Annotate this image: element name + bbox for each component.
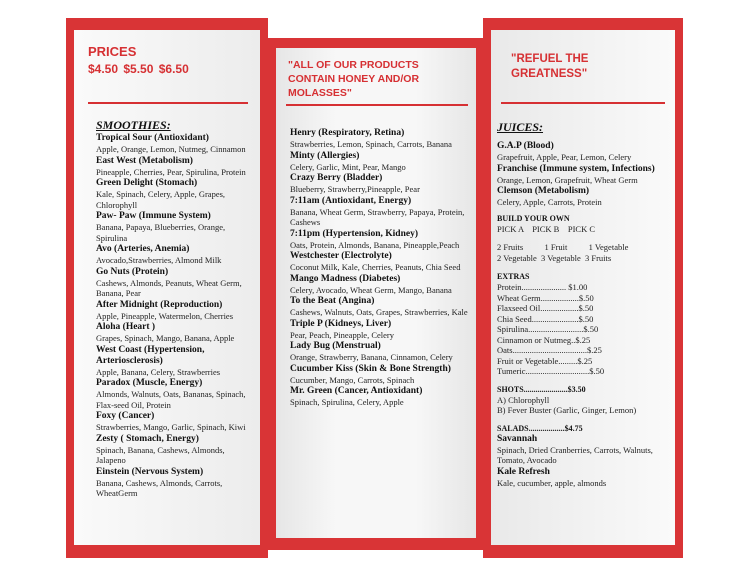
smoothie-name: After Midnight (Reproduction) — [96, 299, 223, 310]
pick-labels: PICK A PICK B PICK C — [497, 223, 596, 234]
smoothie-item — [96, 244, 256, 266]
juice-ingredients: Celery, Apple, Carrots, Protein — [497, 197, 602, 207]
smoothie-items — [96, 133, 256, 499]
smoothie-name: Zesty ( Stomach, Energy) — [96, 433, 199, 444]
right-paper — [491, 30, 675, 545]
smoothie-ingredients: Spinach, Banana, Cashews, Almonds, Jalapeno — [96, 444, 225, 465]
smoothie-ingredients: Pear, Peach, Pineapple, Celery — [290, 329, 394, 340]
extra-price-line: Cinnamon or Nutmeg..$.25 — [497, 334, 591, 345]
smoothie-item — [96, 300, 256, 322]
juice-name: Clemson (Metabolism) — [497, 186, 590, 196]
salad-item — [497, 467, 673, 489]
smoothie-name: Foxy (Cancer) — [96, 411, 155, 421]
extra-price-line: Protein..................... $1.00 — [497, 282, 588, 292]
salad-ingredients: Spinach, Dried Cranberries, Carrots, Walnuts, Tomato, Avocado — [497, 444, 653, 465]
smoothie-item — [96, 434, 256, 466]
smoothie-ingredients: Strawberries, Mango, Garlic, Spinach, Kiwi — [96, 422, 246, 432]
smoothie-name: Einstein (Nervous System) — [96, 466, 204, 477]
salad-items — [497, 434, 673, 489]
extra-price-line: Spirulina..........................$.50 — [497, 324, 599, 334]
juice-ingredients: Orange, Lemon, Grapefruit, Wheat Germ — [497, 174, 638, 185]
salad-name: Savannah — [497, 433, 538, 444]
smoothie-name: Lady Bug (Menstrual) — [290, 341, 381, 351]
smoothie-name: Minty (Allergies) — [290, 150, 360, 161]
smoothie-ingredients: Banana, Wheat Germ, Strawberry, Papaya, Protein, Cashews — [290, 206, 465, 227]
smoothie-ingredients: Cucumber, Mango, Carrots, Spinach — [290, 374, 415, 385]
shots-items — [497, 395, 673, 416]
left-divider — [88, 102, 248, 104]
smoothie-item — [290, 386, 470, 408]
smoothie-ingredients: Avocado,Strawberries, Almond Milk — [96, 255, 222, 265]
juice-ingredients: Grapefruit, Apple, Pear, Lemon, Celery — [497, 152, 632, 162]
prices-title: PRICES — [88, 44, 137, 59]
extra-price-line: Flaxseed Oil..................$.50 — [497, 303, 594, 313]
smoothie-item — [290, 274, 470, 296]
smoothie-ingredients: Orange, Strawberry, Banana, Cinnamon, Celery — [290, 352, 453, 362]
smoothie-item — [96, 211, 256, 243]
smoothie-name: Paradox (Muscle, Energy) — [96, 378, 203, 388]
middle-divider — [286, 104, 468, 106]
smoothie-name: Triple P (Kidneys, Liver) — [290, 318, 392, 329]
smoothie-ingredients: Banana, Cashews, Almonds, Carrots, WheatGerm — [96, 477, 223, 498]
smoothie-name: Tropical Sour (Antioxidant) — [96, 133, 209, 143]
juice-name: G.A.P (Blood) — [497, 141, 554, 151]
smoothie-ingredients: Oats, Protein, Almonds, Banana, Pineapple,Peach — [290, 239, 460, 250]
smoothie-ingredients: Blueberry, Strawberry,Pineapple, Pear — [290, 184, 420, 194]
juices-menu — [497, 120, 673, 489]
smoothie-item — [96, 178, 256, 210]
juice-item — [497, 164, 673, 186]
juice-items — [497, 141, 673, 208]
extra-price-line: Tumeric..............................$.50 — [497, 366, 605, 376]
smoothie-item — [96, 345, 256, 378]
smoothie-ingredients: Apple, Pineapple, Watermelon, Cherries — [96, 310, 234, 321]
smoothie-item — [290, 128, 470, 150]
smoothie-item — [96, 411, 256, 433]
smoothie-ingredients: Almonds, Walnuts, Oats, Bananas, Spinach, Flax-seed Oil, Protein — [96, 389, 246, 410]
smoothie-ingredients: Grapes, Spinach, Mango, Banana, Apple — [96, 333, 235, 343]
smoothie-ingredients: Coconut Milk, Kale, Cherries, Peanuts, Chia Seed — [290, 262, 461, 272]
smoothie-ingredients: Pineapple, Cherries, Pear, Spirulina, Protein — [96, 166, 246, 177]
shot-option: A) Chlorophyll — [497, 394, 550, 405]
smoothie-item — [290, 173, 470, 195]
smoothie-name: Westchester (Electrolyte) — [290, 251, 392, 261]
smoothie-name: Green Delight (Stomach) — [96, 178, 198, 188]
smoothie-item — [96, 156, 256, 178]
smoothie-name: Mango Madness (Diabetes) — [290, 273, 401, 284]
salad-item — [497, 434, 673, 466]
smoothie-ingredients: Spinach, Spirulina, Celery, Apple — [290, 397, 404, 407]
smoothie-ingredients: Strawberries, Lemon, Spinach, Carrots, Banana — [290, 139, 452, 149]
smoothie-item — [290, 151, 470, 173]
left-panel — [66, 18, 268, 558]
smoothies-title: SMOOTHIES: — [96, 118, 171, 132]
extra-price-line: Oats...................................$.25 — [497, 345, 602, 355]
pick-row-1: 2 Fruits 1 Fruit 1 Vegetable — [497, 242, 629, 252]
smoothie-name: 7:11am (Antioxidant, Energy) — [290, 195, 412, 206]
smoothie-ingredients: Celery, Garlic, Mint, Pear, Mango — [290, 161, 406, 172]
salads-title: SALADS..................$4.75 — [497, 423, 583, 433]
smoothie-item — [290, 319, 470, 341]
smoothie-name: 7:11pm (Hypertension, Kidney) — [290, 228, 418, 239]
prices-list: $4.50 $5.50 $6.50 — [88, 62, 189, 76]
smoothie-ingredients: Kale, Spinach, Celery, Apple, Grapes, Chlorophyll — [96, 189, 226, 210]
smoothie-ingredients: Apple, Banana, Celery, Strawberries — [96, 366, 221, 377]
pick-row-2: 2 Vegetable 3 Vegetable 3 Fruits — [497, 252, 612, 263]
shots-title: SHOTS......................$3.50 — [497, 384, 586, 394]
smoothie-ingredients: Cashews, Walnuts, Oats, Grapes, Strawberries, Kale — [290, 307, 468, 317]
refuel-slogan: "REFUEL THE GREATNESS" — [511, 53, 589, 80]
smoothies-list — [96, 118, 256, 500]
right-panel — [483, 18, 683, 558]
extra-price-line: Fruit or Vegetable.........$.25 — [497, 355, 593, 366]
juice-item — [497, 186, 673, 208]
middle-panel — [268, 38, 483, 550]
smoothie-item — [96, 267, 256, 299]
extras-items — [497, 282, 673, 377]
middle-smoothie-items — [290, 128, 470, 409]
smoothie-name: Crazy Berry (Bladder) — [290, 173, 383, 183]
smoothie-name: Go Nuts (Protein) — [96, 266, 169, 277]
smoothie-item — [96, 133, 256, 155]
shot-option: B) Fever Buster (Garlic, Ginger, Lemon) — [497, 405, 637, 415]
smoothie-ingredients: Cashews, Almonds, Peanuts, Wheat Germ, Banana, Pear — [96, 277, 242, 298]
smoothie-item — [290, 296, 470, 318]
smoothie-name: Aloha (Heart ) — [96, 322, 156, 332]
smoothie-name: Paw- Paw (Immune System) — [96, 211, 211, 221]
smoothie-name: Henry (Respiratory, Retina) — [290, 128, 405, 138]
juice-item — [497, 141, 673, 163]
smoothie-item — [96, 378, 256, 410]
salad-name: Kale Refresh — [497, 466, 550, 477]
right-divider — [501, 102, 665, 104]
smoothie-item — [290, 229, 470, 251]
smoothie-name: Avo (Arteries, Anemia) — [96, 244, 190, 254]
smoothie-name: Cucumber Kiss (Skin & Bone Strength) — [290, 363, 451, 374]
extra-price-line: Wheat Germ..................$.50 — [497, 292, 594, 303]
smoothie-item — [96, 322, 256, 344]
smoothie-ingredients: Celery, Avocado, Wheat Germ, Mango, Banana — [290, 284, 452, 295]
smoothie-item — [96, 467, 256, 499]
extras-title: EXTRAS — [497, 272, 530, 281]
smoothie-item — [290, 196, 470, 228]
smoothie-ingredients: Apple, Orange, Lemon, Nutmeg, Cinnamon — [96, 144, 246, 154]
smoothie-item — [290, 341, 470, 363]
smoothie-name: Mr. Green (Cancer, Antioxidant) — [290, 386, 423, 396]
smoothie-item — [290, 251, 470, 273]
salad-ingredients: Kale, cucumber, apple, almonds — [497, 477, 607, 488]
left-paper — [74, 30, 260, 545]
smoothie-item — [290, 364, 470, 386]
extra-price-line: Chia Seed......................$.50 — [497, 313, 594, 324]
middle-paper — [276, 48, 476, 538]
smoothie-name: West Coast (Hypertension, Arteriosclerosis) — [96, 344, 205, 366]
build-title: BUILD YOUR OWN — [497, 213, 570, 223]
juice-name: Franchise (Immune system, Infections) — [497, 163, 655, 174]
juices-title: JUICES: — [497, 120, 544, 134]
honey-notice: "ALL OF OUR PRODUCTS CONTAIN HONEY AND/OR MOLASSES" — [288, 59, 420, 99]
smoothie-ingredients: Banana, Papaya, Blueberries, Orange, Spirulina — [96, 222, 226, 243]
smoothie-name: To the Beat (Angina) — [290, 296, 375, 306]
smoothie-name: East West (Metabolism) — [96, 155, 193, 166]
